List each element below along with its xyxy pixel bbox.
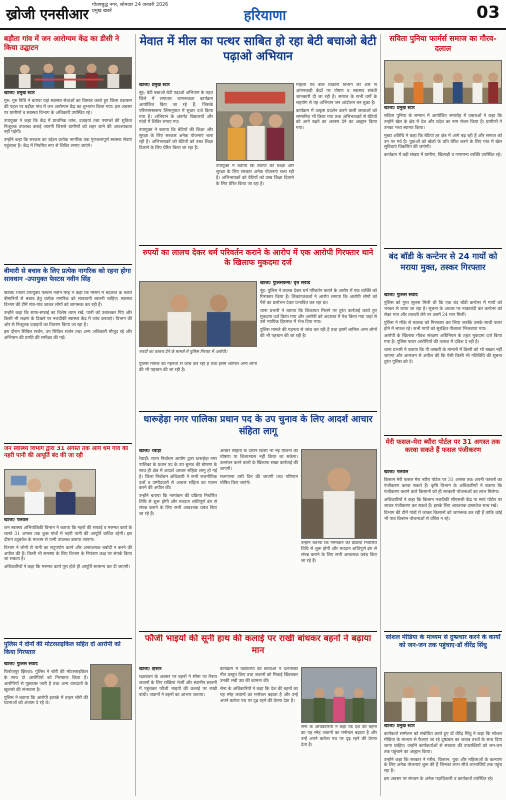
column-rule [380, 34, 381, 796]
story-donation-headline: रुपयों का लालच देकर धर्म परिवर्तन कराने के आरोप में एक आरोपी गिरफ्तार थाने के खिलाफ मुकदमा दर्ज [142, 248, 374, 267]
story-paragraph: उन्होंने कहा कि साफ-सफाई का विशेष ध्यान रखें, पानी को उबालकर पिएं और किसी भी लक्षण के दिखने पर नजदीकी स्वास्थ्य केंद्र में जांच करवाएं। विभाग की ओर से निःशुल्क दवाइयों का वितरण किया जा रहा है। [4, 310, 132, 328]
story-mewat-dateline: खोजी/ प्रमुख स्टार [139, 83, 170, 88]
story-paragraph: अधिकारियों ने कहा कि किसान नजदीकी सीएससी केंद्र या स्वयं पोर्टल पर जाकर पंजीकरण कर सकते हैं। इसके लिए आवश्यक दस्तावेज साथ रखें। [384, 497, 502, 509]
story-savita-dateline: खोजी/ प्रमुख स्टार [384, 106, 415, 111]
story-mewat-body-col2 [296, 83, 377, 243]
story-paragraph: रेवाड़ी: राज्य निर्वाचन आयोग द्वारा धारूहेड़ा नगर पालिका के प्रधान पद के उप चुनाव की घोषणा के साथ ही क्षेत्र में आदर्श आचार संहिता लागू हो गई है। जिला निर्वाचन अधिकारी ने सभी राजनीतिक दलों व उम्मीदवारों से आचार संहिता का पालन करने की अपील की। [139, 456, 217, 492]
story-mewat-body-col1 [139, 83, 213, 243]
story-paragraph: विभाग ने लोगों से पानी का सदुपयोग करने और अनावश्यक बर्बादी न करने की अपील की है। किसी भी समस्या के लिए विभाग के नियंत्रण कक्ष पर संपर्क किया जा सकता है। [4, 545, 132, 563]
story-paragraph: उन्होंने कहा कि सरकार का उद्देश्य प्रत्येक नागरिक तक गुणवत्तापूर्ण स्वास्थ्य सेवाएं पहुंचाना है। केंद्र में नियमित रूप से शिविर लगाए जाएंगे। [4, 138, 132, 150]
story-paragraph: पुलिस को गुप्त सूचना मिली थी कि एक बंद बॉडी कन्टेनर में गायों को भरकर ले जाया जा रहा है। सूचना के आधार पर नाकाबंदी कर कन्टेनर को रोका गया और तलाशी लेने पर उसमें 24 गाय मिलीं। [384, 300, 502, 318]
story-paragraph: खोजी/ जिला उपायुक्त फेस्टस नवीन सिंह ने कहा कि मौसम में बदलाव के चलते बीमारियों से बचाव हेतु प्रत्येक नागरिक को सावधानी बरतनी चाहिए। स्वास्थ्य विभाग की टीमें गांव-गांव जाकर लोगों को जागरूक कर रही हैं। [4, 291, 132, 308]
story-aarogya-photo [4, 57, 132, 89]
story-water-dateline: खोजी/ पलवल [4, 518, 29, 523]
story-savita-headline: सविता पुनिया फार्मर्स समाज का गौरव-दलाल [389, 34, 497, 53]
story-savita-body [384, 106, 502, 246]
story-savita-headline-box [384, 34, 502, 58]
story-fauji-dateline: खोजी/ हिसार [139, 667, 162, 672]
story-aarogya-headline-box [4, 34, 132, 56]
story-social-headline-box [384, 634, 502, 670]
story-police-photo [90, 664, 132, 720]
story-water-body [4, 518, 132, 636]
story-paragraph: मतगणना उसी दिन की जाएगी तथा परिणाम घोषित किए जाएंगे। [220, 474, 298, 486]
story-paragraph: पुलिस ने बताया कि आरोपी इलाके में वाहन चोरी की घटनाओं को अंजाम दे रहे थे। [4, 695, 88, 707]
divider [4, 443, 132, 444]
story-dharuhera-dateline: खोजी/ रेवाड़ी [139, 449, 162, 454]
story-police-dateline: खोजी/ पुलिस संवाद [4, 662, 38, 667]
column-rule [135, 34, 136, 796]
story-paragraph: उपायुक्त ने बताया कि बेटियों की शिक्षा और सुरक्षा के लिए सरकार अनेक योजनाएं चला रही है। अभिभावकों को बेटियों को उच्च शिक्षा दिलाने के लिए प्रेरित किया जा रहा है। [139, 128, 213, 152]
story-mewat-headline-box [139, 34, 377, 80]
story-paragraph: विभाग की टीमें गांवों में जाकर किसानों को जागरूक कर रही हैं ताकि कोई भी पात्र किसान योजनाओं से वंचित न रहे। [384, 511, 502, 523]
story-hospital-headline-box [4, 267, 132, 289]
story-paragraph: उपायुक्त ने बताया कि बेटियों की शिक्षा और सुरक्षा के लिए सरकार अनेक योजनाएं चला रही है। अभिभावकों को बेटियों को उच्च शिक्षा दिलाने के लिए प्रेरित किया जा रहा है। [216, 164, 294, 187]
story-paragraph: कार्यक्रम में बड़ी संख्या में ग्रामीण, खिलाड़ी व गणमान्य व्यक्ति उपस्थित रहे। [384, 153, 502, 159]
story-paragraph: उपायुक्त ने कहा कि केंद्र में प्राथमिक जांच, दवाइयां तथा परामर्श की सुविधा निःशुल्क उपलब्ध कराई जाएगी जिससे ग्रामीणों को शहर जाने की आवश्यकता नहीं पड़ेगी। [4, 118, 132, 136]
story-sansad-dateline: खोजी/ पलवल [384, 470, 409, 475]
story-paragraph: कार्यक्रम में उत्कृष्ट प्रदर्शन करने वाली छात्राओं को सम्मानित भी किया गया तथा अभिभावकों से बेटियों को आगे बढ़ने का अवसर देने का आह्वान किया गया। [296, 108, 377, 132]
story-social-body [384, 724, 502, 796]
story-container-headline: बंद बॉडी के कन्टेनर से 24 गायों को मराया मुक्त, तस्कर गिरफ्तार [388, 251, 498, 272]
story-paragraph: सविता पुनिया के सम्मान में आयोजित समारोह में वक्ताओं ने कहा कि उन्होंने खेल के क्षेत्र में देश और प्रदेश का नाम रोशन किया है। ग्रामीणों ने उनका भव्य स्वागत किया। [384, 113, 502, 131]
divider [4, 264, 132, 265]
story-mewat-body-col3 [216, 164, 294, 243]
story-paragraph: पुलिस मामले की गहनता से जांच कर रही है तथा इसमें शामिल अन्य लोगों की भी पहचान की जा रही है। [139, 362, 257, 373]
story-social-dateline: खोजी/ प्रमुख स्टार [384, 724, 415, 729]
divider [139, 411, 377, 412]
page-number: 03 [476, 3, 500, 23]
story-paragraph: उन्होंने कहा कि सरकार ने गरीब, किसान, युवा और महिलाओं के कल्याण के लिए अनेक योजनाएं शुरू की हैं जिनका लाभ सीधे लाभार्थियों तक पहुंच रहा है। [384, 757, 502, 775]
story-social-headline: सोशल मीडिया के माध्यम से दुष्प्रचार करने के कार्यों को जन-जन तक पहुंचाए-डॉ वीरेंद्र सिंधु [385, 634, 501, 649]
story-aarogya-body [4, 91, 132, 263]
story-paragraph: अधिकारियों ने कहा कि मरम्मत कार्य पूरा होते ही आपूर्ति सामान्य कर दी जाएगी। [4, 565, 131, 571]
story-donation-body-extra [139, 362, 257, 409]
story-paragraph: आचार संहिता के दौरान किसी भी नई योजना की घोषणा या शिलान्यास नहीं किया जा सकेगा। उल्लंघन करने वालों के खिलाफ सख्त कार्रवाई की जाएगी। [220, 449, 298, 472]
story-police-headline: पुलिस ने दोनों की मोटरसाइकिल सहित दो आरोपी को किया गिरफ्तार [4, 641, 121, 656]
masthead-dateline: गौतमबुद्ध नगर, सोमवार 24 जनवरी 2026 [92, 3, 169, 8]
story-aarogya-headline: बड़ौता गांव में जन आरोग्यम केंद्र का डीसी ने किया उद्घाटन [4, 34, 120, 52]
story-dharuhera-body-col2 [220, 449, 298, 629]
story-donation-caption: रुपयों का लालच देने के मामले में पुलिस गिरफ्त में आरोपी। [139, 349, 228, 354]
divider [139, 631, 377, 632]
divider [139, 245, 377, 246]
story-water-photo [4, 469, 96, 515]
story-paragraph: पुलिस मामले की गहनता से जांच कर रही है तथा इसमें शामिल अन्य लोगों की भी पहचान की जा रही है। [260, 328, 377, 340]
story-paragraph: पुलिस ने मौके से चालक को गिरफ्तार कर लिया जबकि उसके साथी फरार होने में सफल रहे। सभी गायों को सुरक्षित गौशाला भिजवाया गया। [384, 320, 502, 332]
story-donation-caption-box [139, 349, 257, 361]
story-paragraph: नूंह: पुलिस ने लालच देकर धर्म परिवर्तन कराने के आरोप में एक व्यक्ति को गिरफ्तार किया है। शिकायतकर्ता ने आरोप लगाया कि आरोपी लोगों को पैसे का प्रलोभन देकर प्रभावित कर रहा था। [260, 288, 377, 306]
story-paragraph: नूंह: बेटी बचाओ बेटी पढ़ाओ अभियान के तहत जिले में लगातार जागरूकता कार्यक्रम आयोजित किए जा रहे हैं, जिसके परिणामस्वरूप लिंगानुपात में सुधार दर्ज किया गया है। अभियान के अंतर्गत विद्यालयों और गांवों में शिविर लगाए गए। [139, 90, 213, 126]
story-mewat-photo [216, 83, 294, 161]
story-donation-headline-box [139, 248, 377, 278]
story-sansad-headline: मेरी फसल-मेरा ब्यौरा पोर्टल पर 31 अगस्त तक करवा सकते हैं फसल पंजीकरण [385, 438, 501, 455]
story-paragraph: थाना प्रभारी ने बताया कि शिकायत मिलने पर तुरंत कार्रवाई करते हुए मुकदमा दर्ज किया गया और आरोपी को अदालत में पेश किया गया जहां से उसे न्यायिक हिरासत में भेज दिया गया। [260, 308, 377, 326]
masthead [0, 0, 506, 30]
story-paragraph: उन्होंने बताया कि नामांकन की प्रक्रिया निर्धारित तिथि से शुरू होगी और मतदान शांतिपूर्ण ढंग से संपन्न कराने के लिए सभी आवश्यक प्रबंध किए जा रहे हैं। [139, 494, 217, 518]
story-hospital-headline: बीमारी से बचाव के लिए प्रत्येक नागरिक को रहना होगा सावधान -उपायुक्त फेस्टस नवीन सिंह [4, 267, 131, 283]
divider [384, 631, 502, 632]
story-fauji-body-col3 [301, 725, 377, 796]
story-donation-dateline: खोजी/ पुलिसकर्मी/ वृत्त संवाद [260, 281, 311, 286]
story-police-headline-box [4, 641, 132, 661]
divider [384, 435, 502, 436]
newspaper-logo: ख्रोजी एनसीआर [6, 7, 89, 23]
story-savita-photo [384, 60, 502, 104]
story-fauji-body-col2 [220, 667, 298, 796]
story-paragraph: आरोपी के खिलाफ गौवंश संरक्षण अधिनियम के तहत मुकदमा दर्ज किया गया है। पुलिस फरार आरोपियों की तलाश में दबिश दे रही है। [384, 334, 502, 346]
story-container-dateline: खोजी/ पुलिस संवाद [384, 293, 418, 298]
story-paragraph: गुरु: गुरु विधि ने बताया यहां स्वास्थ्य सेवाओं का विस्तार करते हुए जिला प्रशासन की पहल पर बड़ौता गांव में जन आरोग्यम केंद्र का शुभारंभ किया गया। इस अवसर पर ग्रामीणों व स्वास्थ्य विभाग के अधिकारी उपस्थित रहे। [4, 98, 132, 116]
story-mewat-headline: मेवात में मील का पत्थर साबित हो रहा बेटी बचाओ बेटी पढ़ाओ अभियान [139, 34, 377, 63]
story-paragraph: कार्यक्रम में विद्यालयों की छात्राओं ने देशभक्ति गीत प्रस्तुत किए तथा जवानों को मिठाई खिलाकर उनकी लंबी उम्र की कामना की। [220, 667, 298, 684]
story-paragraph: फिरोजपुर झिरका: पुलिस ने चोरी की मोटरसाइकिल के साथ दो आरोपियों को गिरफ्तार किया है। आरोपियों से पूछताछ जारी है तथा अन्य वारदातों के खुलासे की संभावना है। [4, 669, 88, 693]
story-paragraph: रक्षाबंधन के अवसर पर बहनों ने सीमा पर तैनात जवानों के लिए राखियां भेजीं और स्थानीय छावनी में पहुंचकर फौजी भाइयों की कलाई पर राखी बांधी। जवानों ने बहनों का आभार जताया। [139, 674, 217, 698]
masthead-tagline: प्रमुख खबरें [92, 9, 112, 15]
story-paragraph: महिला एवं बाल विकास विभाग की ओर से आंगनवाड़ी केंद्रों पर पोषण व स्वास्थ्य संबंधी जानकारी दी जा रही है। समाज के सभी वर्गों के सहयोग से यह अभियान जन आंदोलन बन चुका है। [296, 83, 377, 106]
story-paragraph: किसान मेरी फसल मेरा ब्यौरा पोर्टल पर 31 अगस्त तक अपनी फसलों का पंजीकरण करवा सकते हैं। कृषि विभाग के अधिकारियों ने बताया कि पंजीकरण कराने वाले किसानों को ही सरकारी योजनाओं का लाभ मिलेगा। [384, 477, 502, 495]
story-water-headline-box [4, 446, 132, 468]
story-aarogya-dateline: खोजी/ प्रमुख स्टार [4, 91, 35, 96]
story-hospital-body [4, 291, 132, 441]
story-paragraph: कार्यकर्ता सम्मेलन को संबोधित करते हुए डॉ वीरेंद्र सिंधु ने कहा कि सोशल मीडिया के माध्यम से फैलाए जा रहे दुष्प्रचार का जवाब तथ्यों के साथ दिया जाना चाहिए। उन्होंने कार्यकर्ताओं से सरकार की उपलब्धियों को जन-जन तक पहुंचाने का आह्वान किया। [384, 731, 502, 755]
story-police-body [4, 662, 88, 796]
story-sansad-body [384, 470, 502, 629]
story-paragraph: सेना के अधिकारियों ने कहा कि देश की बहनों का यह स्नेह जवानों का मनोबल बढ़ाता है और उन्हें अपने कर्तव्य पथ पर दृढ़ रहने की प्रेरणा देता है। [220, 686, 298, 704]
story-paragraph: उन्होंने बताया कि नामांकन की प्रक्रिया निर्धारित तिथि से शुरू होगी और मतदान शांतिपूर्ण ढंग से संपन्न कराने के लिए सभी आवश्यक प्रबंध किए जा रहे हैं। [301, 541, 377, 564]
divider [384, 248, 502, 249]
story-dharuhera-photo [301, 449, 377, 539]
story-dharuhera-headline: धारूहेड़ा नगर पालिका प्रधान पद के उप चुनाव के लिए आदर्श आचार संहिता लागू [143, 414, 373, 437]
story-paragraph: जन स्वास्थ्य अभियांत्रिकी विभाग ने बताया कि नहरों की सफाई व मरम्मत कार्य के चलते 31 अगस्त तक कुछ गांवों में नहरी पानी की आपूर्ति बाधित रहेगी। इस दौरान ट्यूबवेल के माध्यम से पानी उपलब्ध कराया जाएगा। [4, 525, 132, 543]
story-water-headline: जन स्वास्थ्य विभाग द्वारा 31 अगस्त तक आये धर्म गांव की नहरी पानी की आपूर्ति बंद की जा रही [4, 446, 129, 460]
story-paragraph: इस अवसर पर संगठन के अनेक पदाधिकारी व कार्यकर्ता उपस्थित रहे। [384, 777, 494, 783]
story-fauji-headline: फौजी भाइयों की सूनी हाथ की कलाई पर राखी बांधकर बहनों ने बढ़ाया मान [144, 634, 372, 656]
divider [4, 638, 132, 639]
section-title: हरियाणा [243, 8, 287, 24]
story-dharuhera-body-col3 [301, 541, 377, 629]
story-fauji-body-col1 [139, 667, 217, 796]
story-fauji-photo [301, 667, 377, 723]
story-fauji-headline-box [139, 634, 377, 664]
story-sansad-headline-box [384, 438, 502, 468]
story-container-body [384, 293, 502, 433]
story-dharuhera-headline-box [139, 414, 377, 446]
story-donation-photo [139, 281, 257, 347]
story-paragraph: सेना के अधिकारियों ने कहा कि देश की बहनों का यह स्नेह जवानों का मनोबल बढ़ाता है और उन्हें अपने कर्तव्य पथ पर दृढ़ रहने की प्रेरणा देता है। [301, 725, 377, 748]
story-social-photo [384, 672, 502, 722]
story-donation-body [260, 281, 377, 409]
story-dharuhera-body-col1 [139, 449, 217, 629]
story-paragraph: इस दौरान सिविल सर्जन, उप सिविल सर्जन तथा अन्य अधिकारी मौजूद रहे और अभियान की प्रगति की समीक्षा की गई। [4, 330, 132, 342]
story-container-headline-box [384, 251, 502, 291]
story-paragraph: थाना प्रभारी ने बताया कि गौ तस्करी के मामलों में किसी को भी बख्शा नहीं जाएगा और आमजन से अपील की कि ऐसी किसी भी गतिविधि की सूचना तुरंत पुलिस को दें। [384, 348, 502, 366]
story-paragraph: मुख्य अतिथि ने कहा कि बेटियां हर क्षेत्र में आगे बढ़ रही हैं और समाज को उन पर गर्व है। युवाओं को खेलों के प्रति प्रेरित करने के लिए गांव में खेल सुविधाएं विकसित की जाएंगी। [384, 133, 502, 151]
